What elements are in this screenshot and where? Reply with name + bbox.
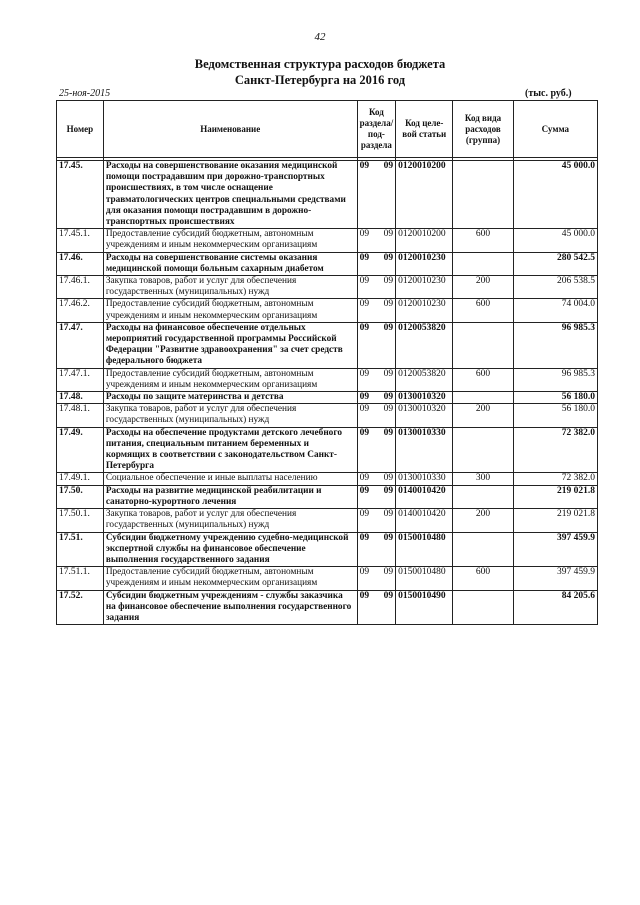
row-section-code xyxy=(357,161,395,229)
row-target-code: 0140010420 xyxy=(396,485,453,508)
row-expense-code: 600 xyxy=(453,229,513,252)
row-target-code: 0120010230 xyxy=(396,276,453,299)
row-number: 17.49. xyxy=(57,427,104,473)
row-target-code: 0120010200 xyxy=(396,161,453,229)
table-row xyxy=(57,368,598,391)
table-row xyxy=(57,485,598,508)
row-name: Расходы по защите материнства и детства xyxy=(103,392,357,404)
header-name: Наименование xyxy=(103,101,357,158)
budget-table xyxy=(56,100,598,625)
section-code: 09 xyxy=(359,404,370,415)
table-row xyxy=(57,532,598,567)
table-row xyxy=(57,509,598,532)
table-row xyxy=(57,590,598,625)
row-number: 17.51. xyxy=(57,532,104,567)
row-section-code xyxy=(357,427,395,473)
subsection-code: 09 xyxy=(383,322,394,333)
page-number: 42 xyxy=(314,31,326,43)
row-section-code xyxy=(357,322,395,368)
row-sum: 84 205.6 xyxy=(513,590,597,625)
subsection-code: 09 xyxy=(383,485,394,496)
subsection-code: 09 xyxy=(383,427,394,438)
row-section-code xyxy=(357,229,395,252)
section-code: 09 xyxy=(359,532,370,543)
row-sum: 72 382.0 xyxy=(513,473,597,485)
row-expense-code: 600 xyxy=(453,368,513,391)
row-section-code xyxy=(357,473,395,485)
row-name: Расходы на развитие медицинской реабилитации и санаторно-курортного лечения xyxy=(103,485,357,508)
row-expense-code xyxy=(453,161,513,229)
row-section-code xyxy=(357,276,395,299)
row-section-code xyxy=(357,590,395,625)
row-sum: 397 459.9 xyxy=(513,567,597,590)
section-code: 09 xyxy=(359,322,370,333)
row-name: Субсидии бюджетному учреждению судебно-медицинской экспертной службы на финансовое обеспечение выполнения государственного задания xyxy=(103,532,357,567)
subsection-code: 09 xyxy=(383,392,394,403)
row-sum: 96 985.3 xyxy=(513,322,597,368)
section-code: 09 xyxy=(359,299,370,310)
row-name: Закупка товаров, работ и услуг для обеспечения государственных (муниципальных) нужд xyxy=(103,404,357,427)
row-section-code xyxy=(357,567,395,590)
subsection-code: 09 xyxy=(383,368,394,379)
row-name: Предоставление субсидий бюджетным, автономным учреждениям и иным некоммерческим организациям xyxy=(103,567,357,590)
row-sum: 45 000.0 xyxy=(513,229,597,252)
header-target: Код целе-вой статьи xyxy=(396,101,453,158)
row-number: 17.50. xyxy=(57,485,104,508)
row-sum: 72 382.0 xyxy=(513,427,597,473)
row-expense-code: 600 xyxy=(453,567,513,590)
row-target-code: 0150010490 xyxy=(396,590,453,625)
subsection-code: 09 xyxy=(383,276,394,287)
title-line-1: Ведомственная структура расходов бюджета xyxy=(194,57,446,71)
row-section-code xyxy=(357,509,395,532)
table-row xyxy=(57,392,598,404)
row-expense-code xyxy=(453,252,513,275)
subsection-code: 09 xyxy=(383,161,394,171)
subsection-code: 09 xyxy=(383,473,394,484)
table-row xyxy=(57,473,598,485)
table-row xyxy=(57,322,598,368)
row-name: Закупка товаров, работ и услуг для обеспечения государственных (муниципальных) нужд xyxy=(103,509,357,532)
row-number: 17.46.1. xyxy=(57,276,104,299)
row-sum: 206 538.5 xyxy=(513,276,597,299)
row-expense-code: 200 xyxy=(453,509,513,532)
section-code: 09 xyxy=(359,509,370,520)
row-target-code: 0130010330 xyxy=(396,427,453,473)
row-expense-code: 200 xyxy=(453,404,513,427)
header-sum: Сумма xyxy=(513,101,597,158)
row-target-code: 0120010230 xyxy=(396,299,453,322)
header-expense: Код вида расходов (группа) xyxy=(453,101,513,158)
table-row xyxy=(57,404,598,427)
subsection-code: 09 xyxy=(383,590,394,601)
subsection-code: 09 xyxy=(383,252,394,263)
document-date: 25-ноя-2015 xyxy=(59,88,111,99)
row-number: 17.45.1. xyxy=(57,229,104,252)
row-sum: 397 459.9 xyxy=(513,532,597,567)
row-sum: 45 000.0 xyxy=(513,161,597,229)
row-target-code: 0120053820 xyxy=(396,368,453,391)
row-sum: 56 180.0 xyxy=(513,404,597,427)
row-sum: 74 004.0 xyxy=(513,299,597,322)
section-code: 09 xyxy=(359,567,370,578)
row-sum: 280 542.5 xyxy=(513,252,597,275)
table-row xyxy=(57,252,598,275)
row-number: 17.47.1. xyxy=(57,368,104,391)
row-section-code xyxy=(357,252,395,275)
row-number: 17.51.1. xyxy=(57,567,104,590)
row-name: Расходы на совершенствование системы оказания медицинской помощи больным сахарным диабетом xyxy=(103,252,357,275)
subsection-code: 09 xyxy=(383,532,394,543)
row-sum: 56 180.0 xyxy=(513,392,597,404)
row-name: Расходы на обеспечение продуктами детского лечебного питания, специальным питанием беременных и кормящих в соответствии с законодательством Санкт-Петербурга xyxy=(103,427,357,473)
row-name: Предоставление субсидий бюджетным, автономным учреждениям и иным некоммерческим организациям xyxy=(103,299,357,322)
row-expense-code: 600 xyxy=(453,299,513,322)
row-expense-code xyxy=(453,322,513,368)
header-number: Номер xyxy=(57,101,104,158)
row-sum: 219 021.8 xyxy=(513,509,597,532)
section-code: 09 xyxy=(359,590,370,601)
row-target-code: 0120010200 xyxy=(396,229,453,252)
table-body xyxy=(57,161,598,625)
row-target-code: 0120053820 xyxy=(396,322,453,368)
section-code: 09 xyxy=(359,485,370,496)
row-sum: 219 021.8 xyxy=(513,485,597,508)
table-row xyxy=(57,161,598,229)
row-target-code: 0150010480 xyxy=(396,567,453,590)
row-number: 17.47. xyxy=(57,322,104,368)
row-name: Социальное обеспечение и иные выплаты населению xyxy=(103,473,357,485)
subsection-code: 09 xyxy=(383,404,394,415)
row-expense-code: 200 xyxy=(453,276,513,299)
section-code: 09 xyxy=(359,252,370,263)
row-section-code xyxy=(357,299,395,322)
row-target-code: 0120010230 xyxy=(396,252,453,275)
row-section-code xyxy=(357,485,395,508)
section-code: 09 xyxy=(359,473,370,484)
table-header-row xyxy=(57,101,598,158)
row-target-code: 0130010320 xyxy=(396,392,453,404)
section-code: 09 xyxy=(359,368,370,379)
row-expense-code xyxy=(453,392,513,404)
row-section-code xyxy=(357,392,395,404)
header-section: Код раздела/ под-раздела xyxy=(357,101,395,158)
section-code: 09 xyxy=(359,427,370,438)
section-code: 09 xyxy=(359,229,370,240)
table-row xyxy=(57,276,598,299)
subsection-code: 09 xyxy=(383,509,394,520)
table-row xyxy=(57,299,598,322)
row-expense-code xyxy=(453,532,513,567)
row-name: Расходы на совершенствование оказания медицинской помощи пострадавшим при дорожно-транспортных происшествиях, в том числе оснащение травматологических центров специальными средствами для оказания помощи пострадавшим в дорожно-транспортных происшествиях xyxy=(103,161,357,229)
row-expense-code xyxy=(453,590,513,625)
row-target-code: 0140010420 xyxy=(396,509,453,532)
row-target-code: 0130010330 xyxy=(396,473,453,485)
row-number: 17.52. xyxy=(57,590,104,625)
row-number: 17.48. xyxy=(57,392,104,404)
row-name: Предоставление субсидий бюджетным, автономным учреждениям и иным некоммерческим организациям xyxy=(103,368,357,391)
row-section-code xyxy=(357,368,395,391)
subsection-code: 09 xyxy=(383,567,394,578)
row-target-code: 0150010480 xyxy=(396,532,453,567)
table-row xyxy=(57,567,598,590)
row-expense-code xyxy=(453,427,513,473)
subsection-code: 09 xyxy=(383,299,394,310)
row-name: Субсидии бюджетным учреждениям - службы заказчика на финансовое обеспечение выполнения государственного задания xyxy=(103,590,357,625)
row-number: 17.46.2. xyxy=(57,299,104,322)
row-name: Расходы на финансовое обеспечение отдельных мероприятий государственной программы Российской Федерации "Развитие здравоохранения" за счет средств федерального бюджета xyxy=(103,322,357,368)
section-code: 09 xyxy=(359,161,370,171)
row-section-code xyxy=(357,404,395,427)
section-code: 09 xyxy=(359,276,370,287)
units-label: (тыс. руб.) xyxy=(525,88,572,99)
table-row xyxy=(57,229,598,252)
title-line-2: Санкт-Петербурга на 2016 год xyxy=(234,73,406,87)
row-section-code xyxy=(357,532,395,567)
row-number: 17.45. xyxy=(57,161,104,229)
row-expense-code: 300 xyxy=(453,473,513,485)
row-number: 17.50.1. xyxy=(57,509,104,532)
row-name: Предоставление субсидий бюджетным, автономным учреждениям и иным некоммерческим организациям xyxy=(103,229,357,252)
row-name: Закупка товаров, работ и услуг для обеспечения государственных (муниципальных) нужд xyxy=(103,276,357,299)
row-number: 17.49.1. xyxy=(57,473,104,485)
table-row xyxy=(57,427,598,473)
subsection-code: 09 xyxy=(383,229,394,240)
row-expense-code xyxy=(453,485,513,508)
row-target-code: 0130010320 xyxy=(396,404,453,427)
row-number: 17.48.1. xyxy=(57,404,104,427)
row-number: 17.46. xyxy=(57,252,104,275)
document-title xyxy=(0,56,640,88)
row-sum: 96 985.3 xyxy=(513,368,597,391)
section-code: 09 xyxy=(359,392,370,403)
